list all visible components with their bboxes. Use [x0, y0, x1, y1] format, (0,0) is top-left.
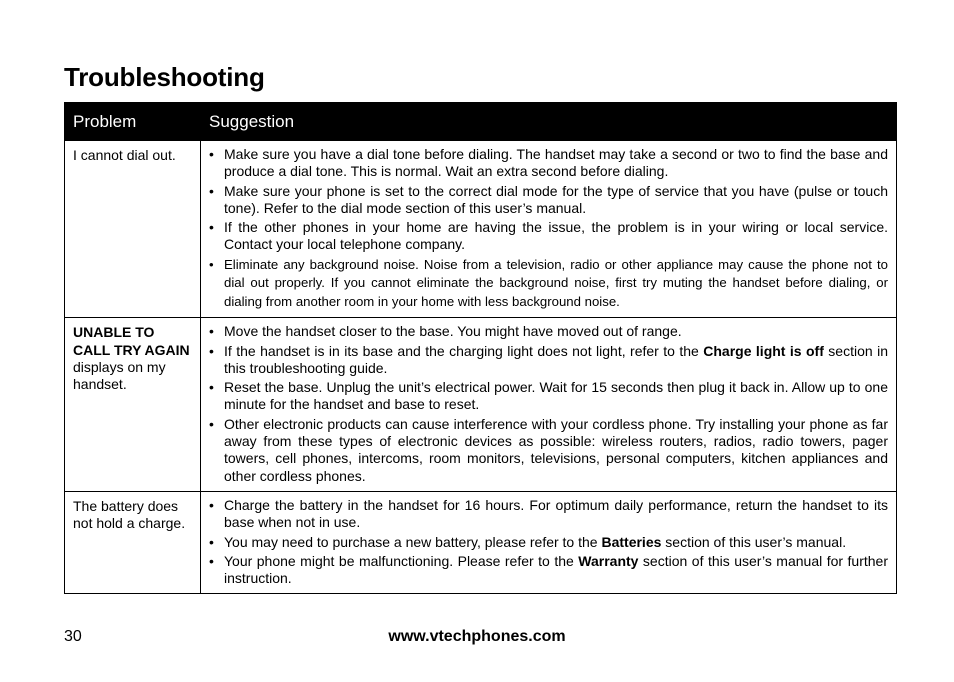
problem-text: displays on my handset.	[73, 358, 166, 393]
suggestion-item	[209, 183, 888, 218]
problem-cell	[65, 318, 201, 492]
suggestion-item	[209, 553, 888, 588]
problem-bold-text: UNABLE TO CALL TRY AGAIN	[73, 324, 190, 358]
reference-bold-text: Charge light is off	[703, 342, 824, 359]
suggestion-item	[209, 416, 888, 485]
problem-cell: I cannot dial out.	[65, 141, 201, 318]
suggestion-text: section in this troubleshooting guide.	[224, 342, 888, 376]
reference-bold-text: Batteries	[601, 533, 662, 550]
problem-cell: The battery does not hold a charge.	[65, 491, 201, 593]
suggestion-item	[209, 219, 888, 254]
suggestion-text: Your phone might be malfunctioning. Please refer to the	[224, 552, 579, 569]
suggestion-item	[209, 323, 888, 340]
bullet-icon: •	[209, 219, 214, 236]
bullet-icon: •	[209, 552, 214, 569]
table-header-row	[65, 103, 897, 141]
bullet-icon: •	[209, 323, 214, 340]
suggestion-item	[209, 343, 888, 378]
bullet-icon: •	[209, 415, 214, 432]
header-problem: Problem	[65, 103, 201, 141]
table-row	[65, 318, 897, 492]
suggestion-item	[209, 534, 888, 551]
suggestion-text: Other electronic products can cause interference with your cordless phone. Try installing your phone as far away from these types of electronic devices as possible: wireless routers, radios, radio towers, pager towers, cell phones, intercoms, room monitors, televisions, personal computers, kitchen appliances and other cordless phones.	[224, 415, 888, 484]
bullet-icon: •	[209, 146, 214, 162]
suggestion-item	[209, 497, 888, 532]
bullet-icon: •	[209, 379, 214, 396]
table-row	[65, 141, 897, 318]
bullet-icon: •	[209, 182, 214, 199]
bullet-icon: •	[209, 342, 214, 359]
page-title: Troubleshooting	[64, 62, 265, 92]
bullet-icon: •	[209, 533, 214, 550]
suggestion-text: Make sure you have a dial tone before dialing. The handset may take a second or two to find the base and produce a dial tone. This is normal. Wait an extra second before dialing.	[224, 146, 888, 180]
suggestion-text: Reset the base. Unplug the unit’s electrical power. Wait for 15 seconds then plug it back in. Allow up to one minute for the handset and base to reset.	[224, 379, 888, 413]
suggestion-text: Charge the battery in the handset for 16 hours. For optimum daily performance, return the handset to its base when not in use.	[224, 496, 888, 531]
suggestion-cell	[201, 141, 897, 318]
suggestion-text: Make sure your phone is set to the correct dial mode for the type of service that you have (pulse or touch tone). Refer to the dial mode section of this user’s manual.	[224, 182, 888, 216]
page-number: 30	[64, 628, 82, 645]
table-row	[65, 491, 897, 593]
suggestion-cell	[201, 491, 897, 593]
header-suggestion: Suggestion	[201, 103, 897, 141]
reference-bold-text: Warranty	[578, 552, 639, 569]
suggestion-cell	[201, 318, 897, 492]
suggestion-text: If the handset is in its base and the charging light does not light, refer to the	[224, 342, 704, 359]
suggestion-text: If the other phones in your home are having the issue, the problem is in your wiring or local service. Contact your local telephone company.	[224, 219, 888, 253]
suggestion-item	[209, 146, 888, 181]
suggestion-text: section of this user’s manual for further instruction.	[224, 552, 888, 587]
bullet-icon: •	[209, 256, 214, 272]
troubleshooting-table	[64, 102, 896, 594]
suggestion-item	[209, 256, 888, 312]
suggestion-text: Eliminate any background noise. Noise from a television, radio or other appliance may cause the phone not to dial out properly. If you cannot eliminate the background noise, first try muting the handset before dialing, or dialing from another room in your home with less background noise.	[224, 256, 888, 309]
suggestion-item	[209, 379, 888, 414]
suggestion-text: section of this user’s manual.	[661, 533, 847, 550]
suggestion-text: Move the handset closer to the base. You might have moved out of range.	[224, 323, 682, 340]
suggestion-text: You may need to purchase a new battery, please refer to the	[224, 533, 602, 550]
bullet-icon: •	[209, 496, 214, 513]
footer-url: www.vtechphones.com	[388, 628, 566, 645]
